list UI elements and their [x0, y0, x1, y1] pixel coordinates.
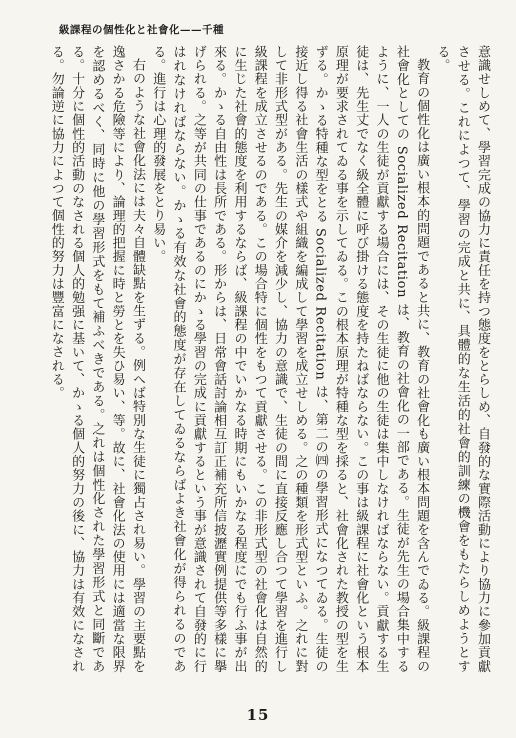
page-number: 15	[246, 706, 270, 724]
paragraph: 意識せしめて、學習完成の協力に責任を持つ態度をとらしめ、自發的な實際活動により協力に參加貢獻させる。これによつて、學習の完成と共に、具體的な生活的社會的訓練の機會をもたらしめようとする。	[434, 45, 490, 673]
body-text	[40, 45, 492, 673]
running-head: 級課程の個性化と社會化——千種	[59, 24, 224, 36]
paragraph: 教育の個性化は廣い根本的問題であると共に、教育の社會化も廣い根本問題を含んでゐる。級課程の社會化としての Socialized Recitation は、教育の社會化の一部である。生徒が先生の場合集中するように、一人の生徒が貢獻する場合には、その生徒に他の生徒は集中しなければならない。貢獻する生徒は、先生丈でなく級全體に呼び掛ける態度を持たねばならない。この事は級課程に社會化という根本原理が要求されてゐる事を示してゐる。この根本原理が特種な型を採ると、社會化された教授の型を生ずる。かゝる特種な型をとる Socialized Recitation は、第二の㈣の學習形式になつてゐる。生徒の接近し得る社會生活の樣式や組織を編成して學習を成立せしめる。之の種類を形式型といふ。之れに對して非形式型がある。先生の媒介を減少し、協力の意識で、生徒の間に直接反應し合つて學習を進行し級課程を成立させるのである。この場合特に個性をもつて貢獻させる。この非形式型の社會化は自然的に生じた社會的態度を利用するならば、級課程の中でいかなる時期にもいかなる程度にでも行ふ事が出來る。かゝる自由性は長所である。形からは、日常會話討論相互訂正補充所信披瀝實例提供等多樣に擧げられる。之等が共同の仕事であるのにかゝる學習の完成に貢獻するという事が意識されて自發的に行はれなければならない。かゝる有效な社會的態度が存在してゐるならばよき社會化が得られるのである。進行は心理的發展をとり易い。	[150, 45, 430, 673]
paragraph: 右のような社會化法には夫々自體缺點を生ずる。例へば特別な生徒に獨占され易い。學習の主要點を逸さかる危險等により、論理的把握に時と勞とを失ひ易い、等。故に、社會化法の使用には適當な限界を認めるべく、同時に他の學習形式をもて補ふべきである。之れは個性化された學習形式と同斷である。十分に個性的活動のなされる個人的勉强に基いて、かゝる個人的努力の後に、協力は有效になされる。勿論逆に協力によつて個性的努力は豐富になされる。	[48, 45, 145, 673]
